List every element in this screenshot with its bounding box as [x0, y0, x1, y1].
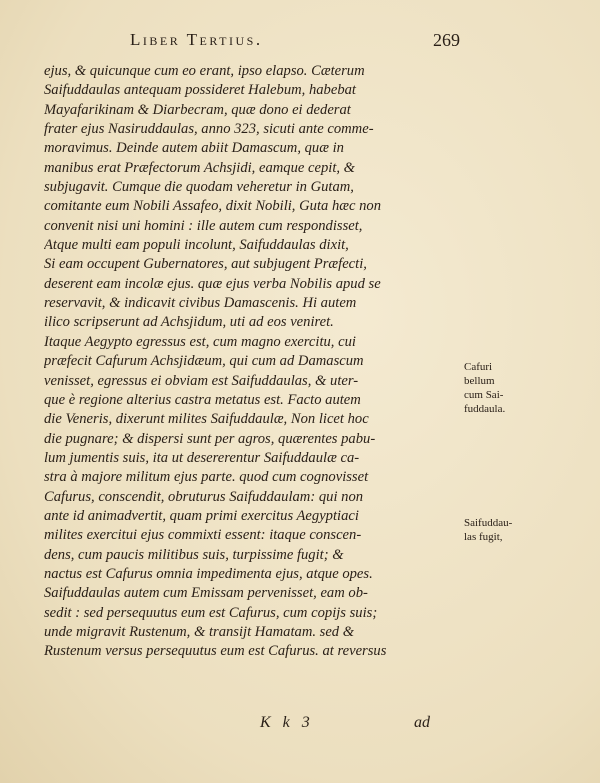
page-footer	[260, 714, 430, 736]
text-line: sedit : sed persequutus eum est Cafurus, cum copijs suis;	[44, 604, 378, 621]
margin-note-line: Saifuddau-	[464, 517, 513, 529]
signature-mark: K k 3	[260, 714, 314, 731]
margin-note-line: cum Sai-	[464, 389, 504, 401]
running-title: Liber Tertius.	[130, 30, 263, 49]
page-header	[130, 30, 460, 54]
page-number: 269	[433, 30, 460, 50]
body-text	[44, 62, 454, 662]
text-line: frater ejus Nasiruddaulas, anno 323, sicuti ante comme-	[44, 121, 374, 138]
text-line: ejus, & quicunque cum eo erant, ipso elapso. Cæterum	[44, 63, 365, 79]
text-line: unde migravit Rustenum, & transijt Hamatam. sed &	[44, 623, 355, 640]
text-line: Itaque Aegypto egressus est, cum magno exercitu, cui	[44, 333, 356, 350]
text-line: Cafurus, conscendit, obruturus Saifuddaulam: qui non	[44, 488, 364, 505]
text-line: ante id animadvertit, quam primi exercitus Aegyptiaci	[44, 507, 359, 524]
text-line: die Veneris, dixerunt milites Saifuddaulæ, Non licet hoc	[44, 411, 369, 428]
margin-note-line: las fugit,	[464, 531, 503, 543]
text-line: præfecit Cafurum Achsjidæum, qui cum ad Damascum	[44, 353, 364, 370]
text-line: lum jumentis suis, ita ut desererentur Saifuddaulæ ca-	[44, 449, 360, 466]
text-line: convenit nisi uni homini : ille autem cum respondisset,	[44, 217, 363, 234]
text-line: reservavit, & indicavit civibus Damascenis. Hi autem	[44, 295, 357, 312]
text-line: Rustenum versus persequutus eum est Cafurus. at reversus	[44, 643, 387, 660]
text-line: Saifuddaulas antequam possideret Halebum, habebat	[44, 82, 356, 99]
text-line: Atque multi eam populi incolunt, Saifuddaulas dixit,	[44, 237, 349, 254]
text-line: Mayafarikinam & Diarbecram, quæ dono ei dederat	[44, 101, 351, 118]
margin-note-line: Cafuri	[464, 361, 493, 373]
text-line: moravimus. Deinde autem abiit Damascum, quæ in	[44, 140, 344, 157]
catchword: ad	[414, 714, 430, 731]
text-line: que è regione alterius castra metatus est. Facto autem	[44, 391, 361, 408]
text-line: venisset, egressus ei obviam est Saifuddaulas, & uter-	[44, 372, 359, 389]
margin-note	[464, 516, 534, 544]
text-line: milites exercitui ejus commixti essent: itaque conscen-	[44, 527, 362, 544]
text-line: ilico scripserunt ad Achsjidum, uti ad eos veniret.	[44, 314, 334, 331]
text-line: Si eam occupent Gubernatores, aut subjugent Præfecti,	[44, 256, 367, 273]
text-line: nactus est Cafurus omnia impedimenta ejus, atque opes.	[44, 565, 373, 582]
margin-note	[464, 360, 534, 416]
text-line: dens, cum paucis militibus suis, turpissime fugit; &	[44, 546, 344, 563]
margin-note-line: fuddaula.	[464, 403, 506, 415]
text-line: comitante eum Nobili Assafeo, dixit Nobili, Guta hæc non	[44, 198, 381, 215]
text-line: manibus erat Præfectorum Achsjidi, eamque cepit, &	[44, 159, 356, 176]
text-line: stra à majore militum ejus parte. quod cum cognovisset	[44, 469, 369, 486]
text-line: subjugavit. Cumque die quodam veheretur in Gutam,	[44, 179, 354, 196]
margin-note-line: bellum	[464, 375, 495, 387]
text-line: Saifuddaulas autem cum Emissam pervenisset, eam ob-	[44, 585, 368, 602]
text-line: die pugnare; & dispersi sunt per agros, quærentes pabu-	[44, 430, 376, 447]
text-line: deserent eam incolæ ejus. quæ ejus verba Nobilis apud se	[44, 275, 381, 292]
